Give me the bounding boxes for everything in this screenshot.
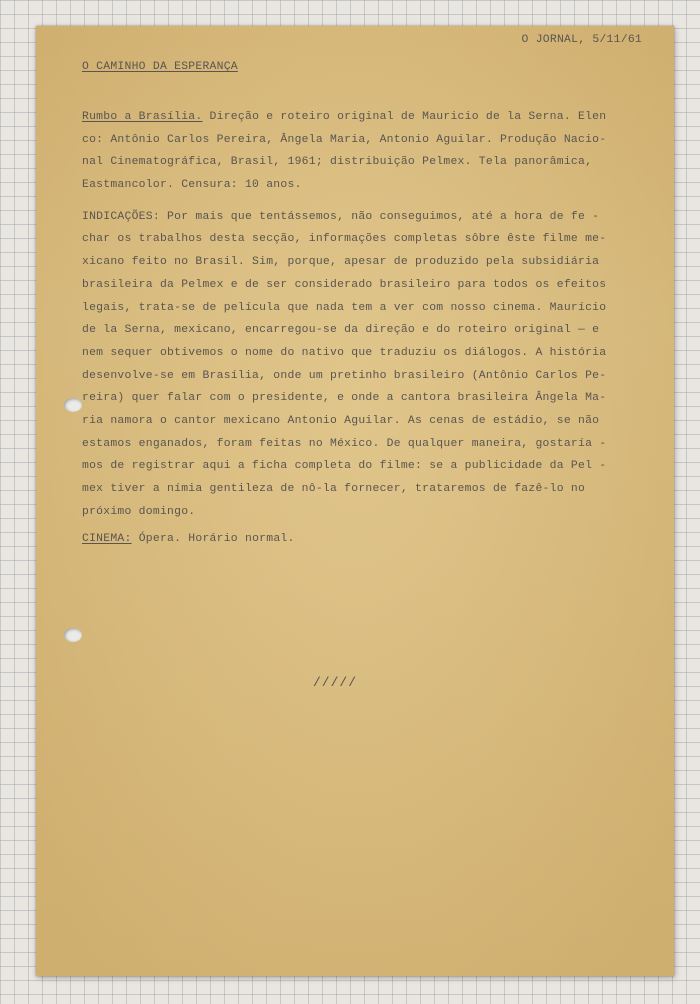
indicacoes-line: nem sequer obtivemos o nome do nativo que traduziu os diálogos. A história [82, 346, 607, 359]
source-date: O JORNAL, 5/11/61 [521, 34, 642, 46]
indicacoes-label: INDICAÇÕES: [82, 210, 160, 223]
indicacoes-line: desenvolve-se em Brasília, onde um pretinho brasileiro (Antônio Carlos Pe- [82, 369, 607, 382]
indicacoes-line: legais, trata-se de película que nada tem a ver com nosso cinema. Maurício [82, 301, 607, 314]
review-body [82, 106, 662, 551]
indicacoes-line: próximo domingo. [82, 505, 196, 518]
indicacoes-line: reira) quer falar com o presidente, e onde a cantora brasileira Ângela Ma- [82, 392, 607, 405]
indicacoes-line: ria namora o cantor mexicano Antonio Aguilar. As cenas de estádio, se não [82, 414, 600, 427]
punch-hole [64, 628, 82, 642]
page-title: O CAMINHO DA ESPERANÇA [82, 61, 238, 73]
film-title: Rumbo a Brasília. [82, 111, 203, 123]
punch-hole [64, 398, 82, 412]
credits-line: co: Antônio Carlos Pereira, Ângela Maria, Antonio Aguilar. Produção Nacio- [82, 133, 607, 146]
indicacoes-line: brasileira da Pelmex e de ser considerado brasileiro para todos os efeitos [82, 278, 607, 291]
cinema-label: CINEMA: [82, 533, 132, 546]
credits-line: nal Cinematográfica, Brasil, 1961; distribuição Pelmex. Tela panorâmica, [82, 156, 593, 169]
typewritten-page [36, 26, 674, 976]
indicacoes-line: estamos enganados, foram feitas no México. De qualquer maneira, gostaría - [82, 437, 607, 450]
indicacoes-line: de la Serna, mexicano, encarregou-se da direção e do roteiro original — e [82, 324, 600, 337]
indicacoes-line: char os trabalhos desta secção, informações completas sôbre êste filme me- [82, 233, 607, 246]
indicacoes-line: mos de registrar aqui a ficha completa do filme: se a publicidade da Pel - [82, 460, 607, 473]
credits-line: Rumbo a Brasília. Direção e roteiro original de Mauricio de la Serna. Elen [82, 111, 607, 123]
end-mark: ///// [313, 675, 358, 690]
credits-line: Eastmancolor. Censura: 10 anos. [82, 179, 302, 192]
indicacoes-line: INDICAÇÕES: Por mais que tentássemos, não conseguimos, até a hora de fe - [82, 210, 600, 223]
cinema-line: CINEMA: Ópera. Horário normal. [82, 533, 295, 546]
indicacoes-line: xicano feito no Brasil. Sim, porque, apesar de produzido pela subsidiária [82, 256, 600, 269]
indicacoes-line: mex tiver a nímia gentileza de nô-la fornecer, trataremos de fazê-lo no [82, 483, 586, 495]
